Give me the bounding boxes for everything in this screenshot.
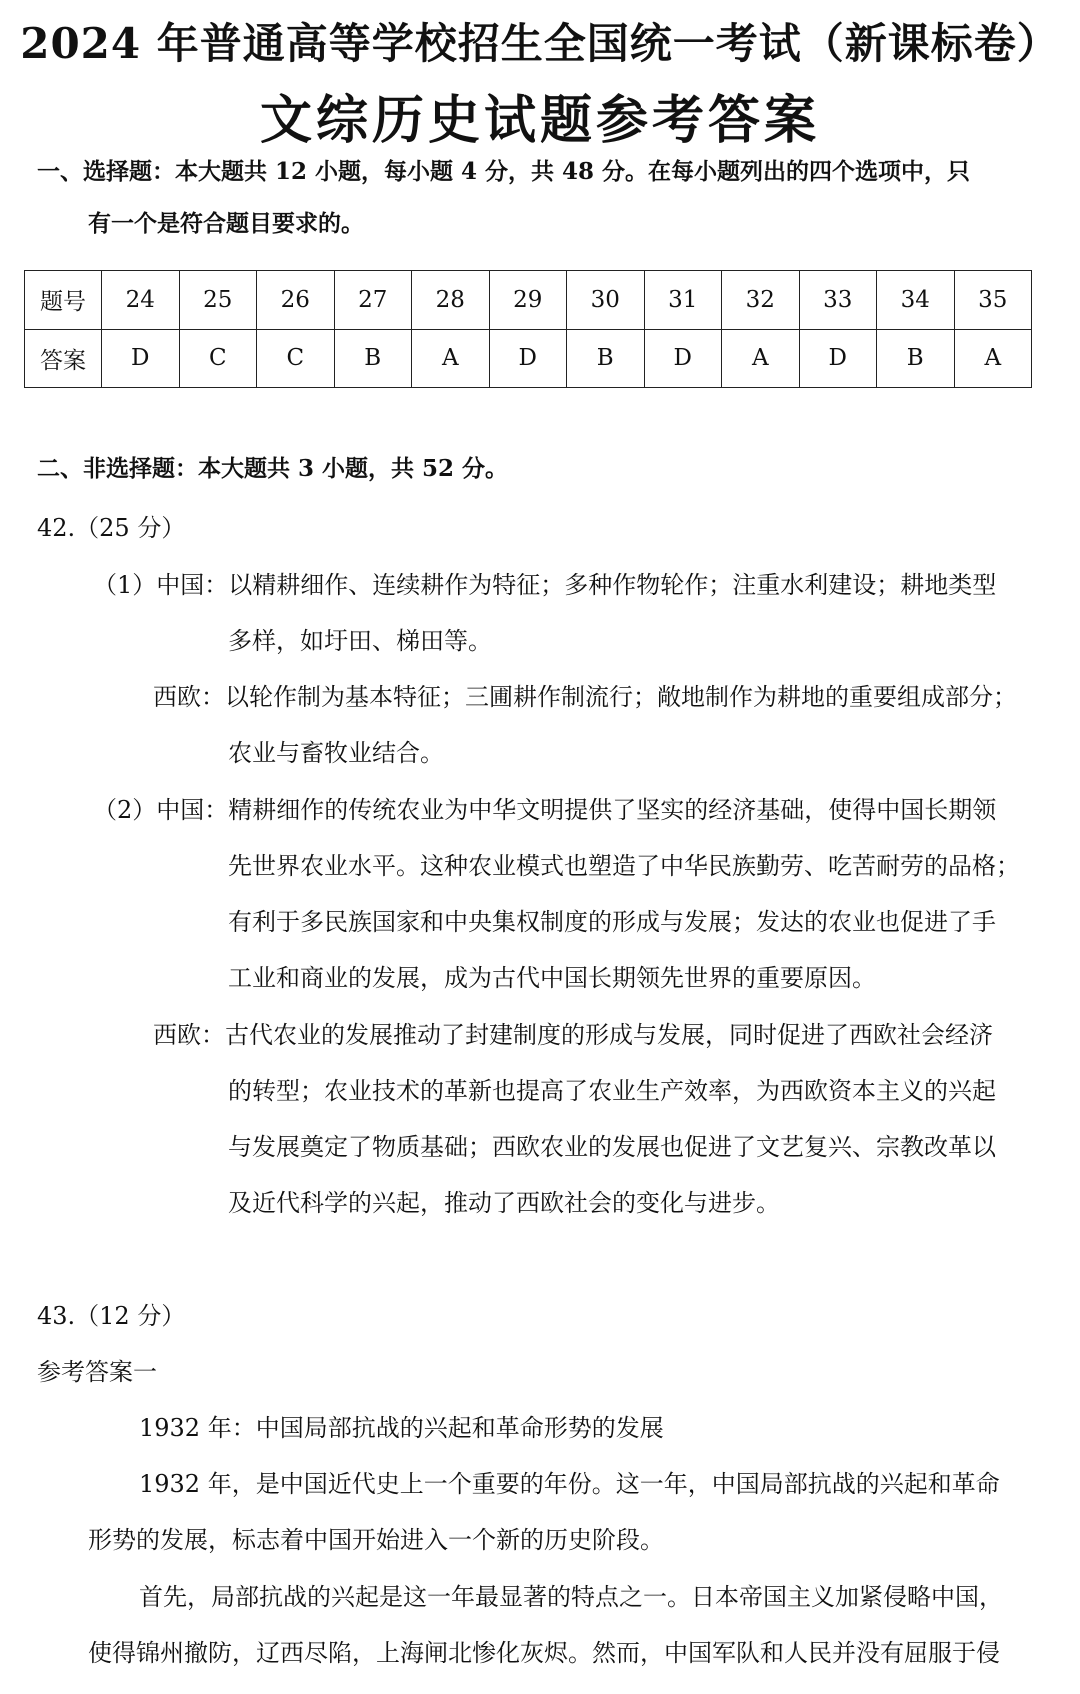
section1-heading-line1: 一、选择题：本大题共 12 小题，每小题 4 分，共 48 分。在每小题列出的四个选项中，只 <box>37 158 971 185</box>
q42-p2-china-line2: 先世界农业水平。这种农业模式也塑造了中华民族勤劳、吃苦耐劳的品格； <box>228 852 1020 880</box>
table-cell: D <box>799 329 877 388</box>
q42-p2-west-line1: 西欧：古代农业的发展推动了封建制度的形成与发展，同时促进了西欧社会经济 <box>153 1021 993 1049</box>
q42-p1-china-line1: （1）中国：以精耕细作、连续耕作为特征；多种作物轮作；注重水利建设；耕地类型 <box>93 571 997 599</box>
q42-p1-west-line1: 西欧：以轮作制为基本特征；三圃耕作制流行；敞地制作为耕地的重要组成部分； <box>153 683 1017 711</box>
q42-p2-china-line3: 有利于多民族国家和中央集权制度的形成与发展；发达的农业也促进了手 <box>228 908 996 936</box>
table-cell: C <box>179 329 257 388</box>
section2-heading: 二、非选择题：本大题共 3 小题，共 52 分。 <box>37 455 509 482</box>
table-cell: 27 <box>334 271 412 330</box>
row-label-answer: 答案 <box>25 329 102 388</box>
table-cell: 35 <box>954 271 1032 330</box>
table-cell: 33 <box>799 271 877 330</box>
q42-p1-china-line2: 多样，如圩田、梯田等。 <box>228 627 492 655</box>
q43-para1-line1: 1932 年，是中国近代史上一个重要的年份。这一年，中国局部抗战的兴起和革命 <box>139 1470 1000 1498</box>
table-cell: A <box>954 329 1032 388</box>
table-cell: B <box>334 329 412 388</box>
q42-p2-west-line4: 及近代科学的兴起，推动了西欧社会的变化与进步。 <box>228 1189 780 1217</box>
table-cell: A <box>722 329 800 388</box>
q42-p2-west-line3: 与发展奠定了物质基础；西欧农业的发展也促进了文艺复兴、宗教改革以 <box>228 1133 996 1161</box>
q42-p2-china-line4: 工业和商业的发展，成为古代中国长期领先世界的重要原因。 <box>228 964 876 992</box>
answer-table <box>24 270 1032 388</box>
table-cell: 32 <box>722 271 800 330</box>
table-cell: 26 <box>257 271 335 330</box>
table-cell: A <box>412 329 490 388</box>
table-row-numbers <box>25 271 1032 330</box>
q43-label: 43.（12 分） <box>37 1302 186 1330</box>
row-label-number: 题号 <box>25 271 102 330</box>
table-cell: C <box>257 329 335 388</box>
table-cell: 29 <box>489 271 567 330</box>
q42-p1-west-line2: 农业与畜牧业结合。 <box>228 739 444 767</box>
table-cell: D <box>644 329 722 388</box>
table-cell: D <box>102 329 180 388</box>
q43-reference-label: 参考答案一 <box>37 1358 157 1386</box>
q43-topic: 1932 年：中国局部抗战的兴起和革命形势的发展 <box>139 1414 664 1442</box>
table-cell: B <box>567 329 645 388</box>
q43-para2-line1: 首先，局部抗战的兴起是这一年最显著的特点之一。日本帝国主义加紧侵略中国， <box>139 1583 1003 1611</box>
table-cell: 25 <box>179 271 257 330</box>
table-cell: D <box>489 329 567 388</box>
q43-para2-line2: 使得锦州撤防，辽西尽陷，上海闸北惨化灰烬。然而，中国军队和人民并没有屈服于侵 <box>88 1639 1000 1667</box>
q42-p2-west-line2: 的转型；农业技术的革新也提高了农业生产效率，为西欧资本主义的兴起 <box>228 1077 996 1105</box>
section1-heading-line2: 有一个是符合题目要求的。 <box>88 210 364 237</box>
q43-para1-line2: 形势的发展，标志着中国开始进入一个新的历史阶段。 <box>88 1526 664 1554</box>
exam-title: 2024 年普通高等学校招生全国统一考试（新课标卷） <box>20 19 1060 68</box>
table-row-answers <box>25 329 1032 388</box>
table-cell: 31 <box>644 271 722 330</box>
table-cell: 30 <box>567 271 645 330</box>
q42-p2-china-line1: （2）中国：精耕细作的传统农业为中华文明提供了坚实的经济基础，使得中国长期领 <box>93 796 997 824</box>
q42-label: 42.（25 分） <box>37 514 186 542</box>
table-cell: 28 <box>412 271 490 330</box>
table-cell: 24 <box>102 271 180 330</box>
document-subtitle: 文综历史试题参考答案 <box>259 91 820 151</box>
table-cell: 34 <box>877 271 955 330</box>
table-cell: B <box>877 329 955 388</box>
